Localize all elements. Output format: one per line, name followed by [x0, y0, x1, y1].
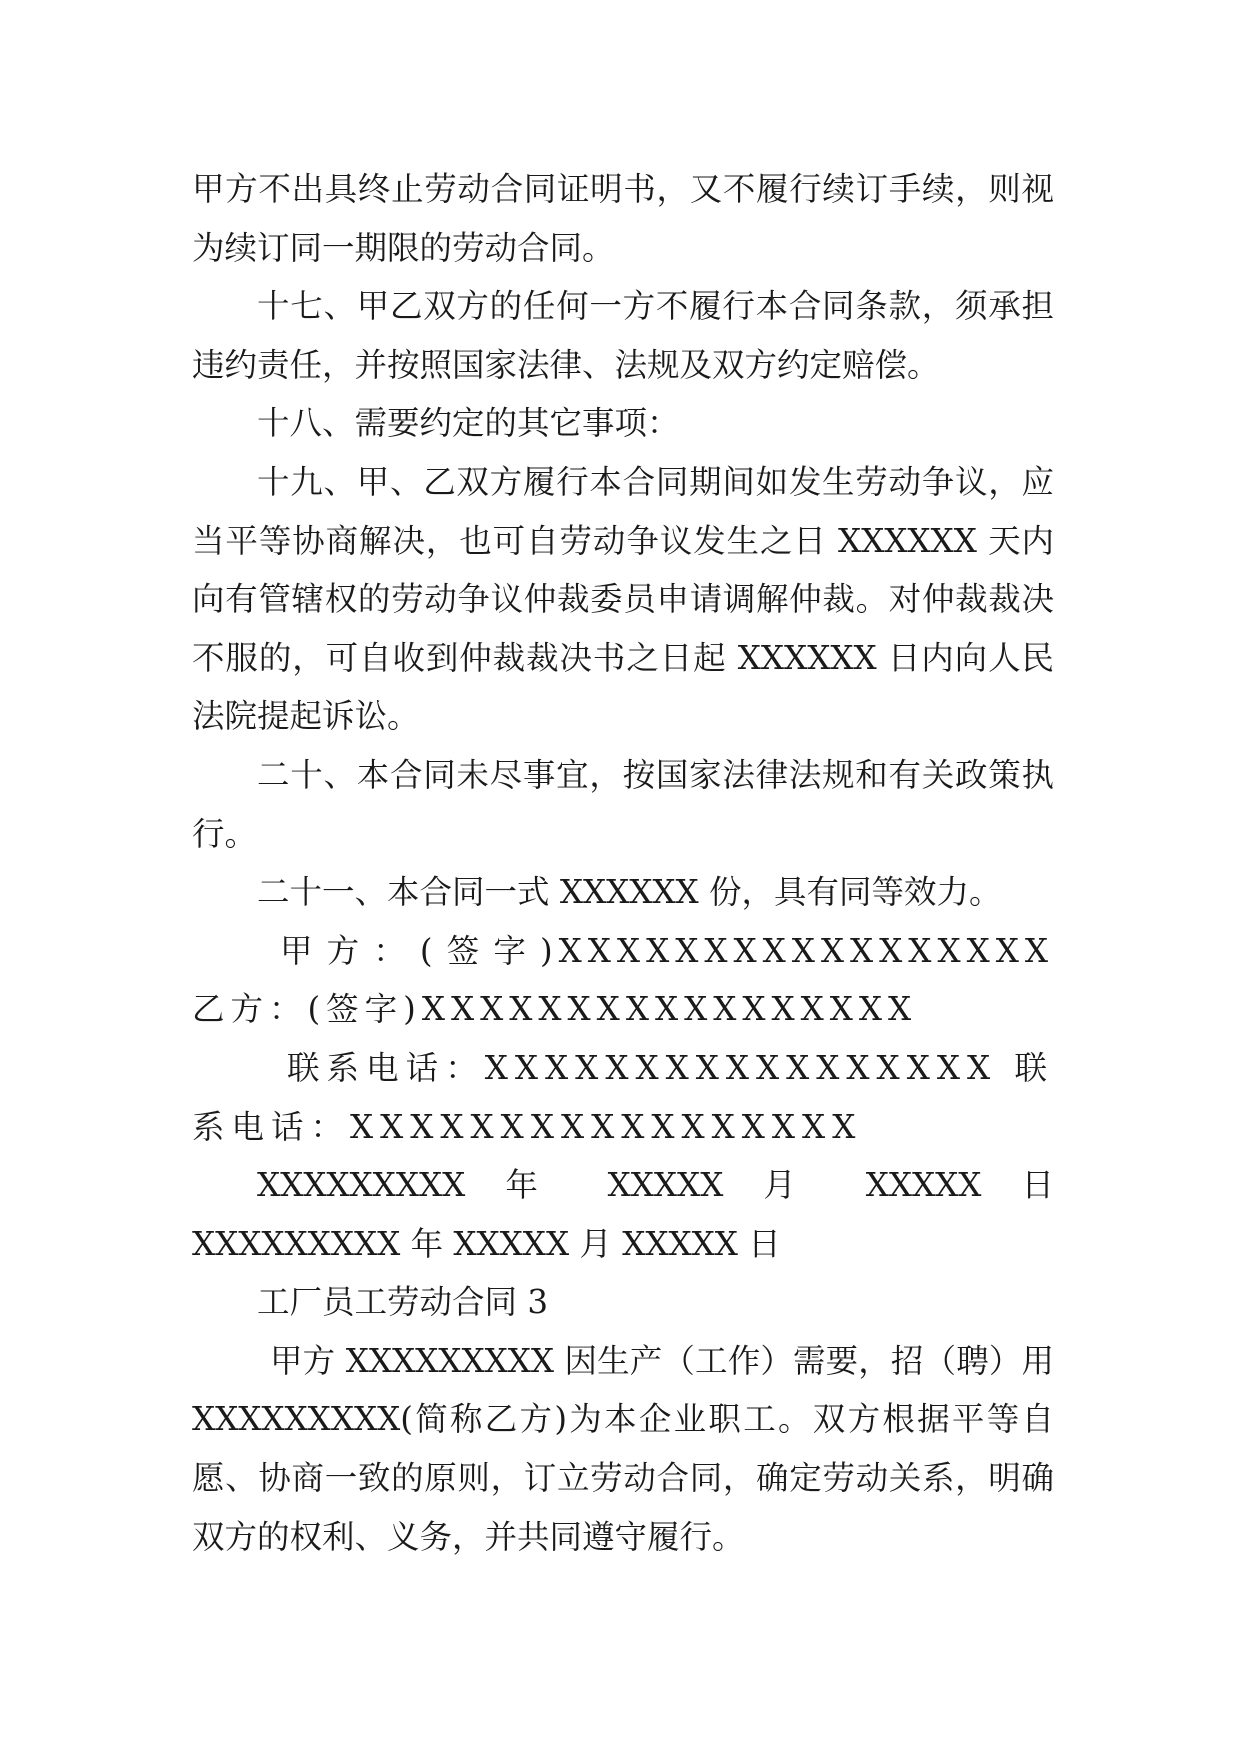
date-line: XXXXXXXXX 年 XXXXX 月 XXXXX 日 XXXXXXXXX 年 XXXXX 月 XXXXX 日	[192, 1166, 1054, 1263]
section-heading: 工厂员工劳动合同 3	[257, 1283, 549, 1322]
paragraph-clause-17: 十七、甲乙双方的任何一方不履行本合同条款，须承担违约责任，并按照国家法律、法规及双方约定赔偿。	[192, 287, 1054, 384]
paragraph-renewal-clause: 甲方不出具终止劳动合同证明书，又不履行续订手续，则视为续订同一期限的劳动合同。	[192, 170, 1054, 267]
paragraph-clause-20: 二十、本合同未尽事宜，按国家法律法规和有关政策执行。	[192, 755, 1054, 853]
paragraph-clause-21: 二十一、本合同一式 XXXXXX 份，具有同等效力。	[257, 873, 1002, 912]
phone-line: 联系电话：XXXXXXXXXXXXXXXXX 联系电话：XXXXXXXXXXXXXXXXX	[192, 1048, 1054, 1146]
signature-line: 甲方：(签字)XXXXXXXXXXXXXXXXX 乙方：(签字)XXXXXXXXXXXXXXXXX	[192, 931, 1054, 1029]
paragraph-clause-18: 十八、需要约定的其它事项：	[257, 404, 680, 443]
paragraph-contract-intro: 甲方 XXXXXXXXX 因生产（工作）需要，招（聘）用 XXXXXXXXX(简称乙方)为本企业职工。双方根据平等自愿、协商一致的原则，订立劳动合同，确定劳动关系，明确双方的权利、义务，并共同遵守履行。	[192, 1341, 1054, 1556]
paragraph-clause-19: 十九、甲、乙双方履行本合同期间如发生劳动争议，应当平等协商解决，也可自劳动争议发生之日 XXXXXX 天内向有管辖权的劳动争议仲裁委员申请调解仲裁。对仲裁裁决不服的，可自收到仲裁裁决书之日起 XXXXXX 日内向人民法院提起诉讼。	[192, 462, 1054, 736]
document-body	[192, 160, 1054, 1566]
